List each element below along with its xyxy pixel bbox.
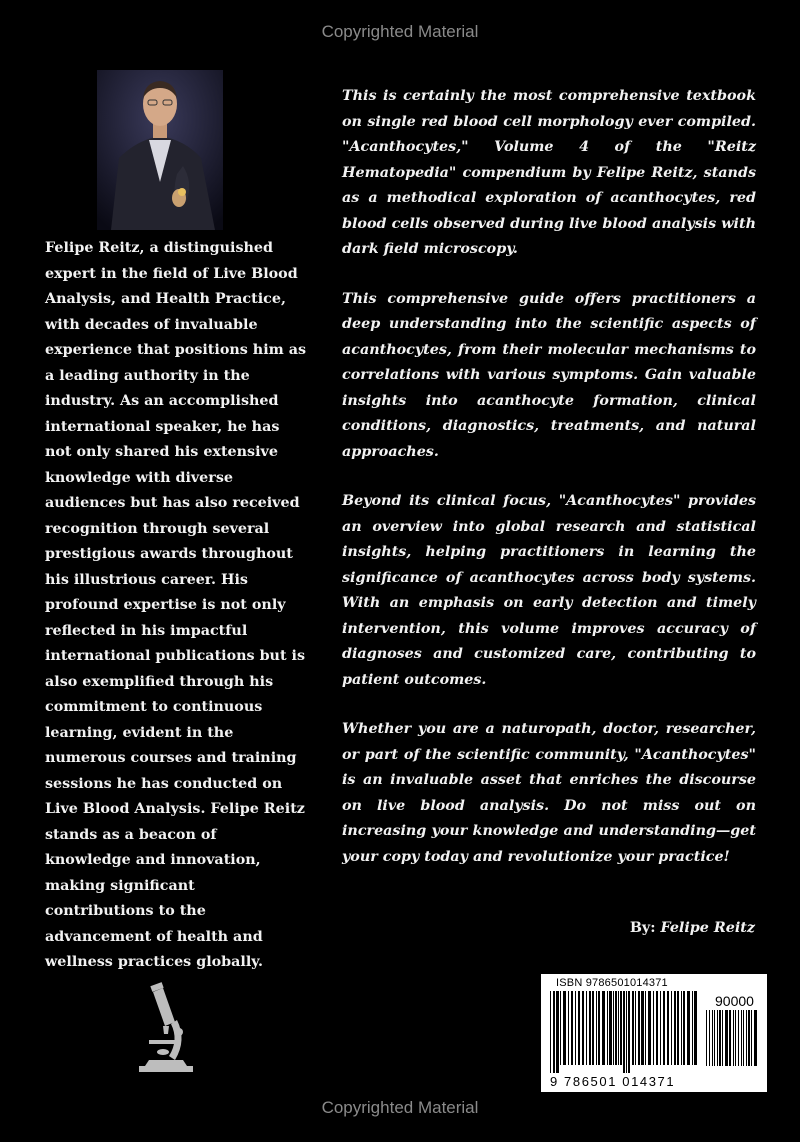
author-photo	[97, 70, 223, 230]
byline-author-name: Felipe Reitz	[660, 920, 755, 936]
description-paragraph: Whether you are a naturopath, doctor, researcher, or part of the scientific community, "Acanthocytes" is an invaluable asset that enriches the discourse on live blood analysis. Do not miss out on increasing your knowledge and understanding—get your copy today and revolutionize your practice!	[342, 721, 756, 865]
byline	[560, 920, 755, 936]
barcode-digits: 9 786501 014371	[550, 1074, 676, 1089]
book-description	[342, 84, 756, 894]
watermark-top: Copyrighted Material	[321, 22, 479, 41]
author-bio: Felipe Reitz, a distinguished expert in the field of Live Blood Analysis, and Health Practice, with decades of invaluable experience that positions him as a leading authority in the industry. As an accomplished international speaker, he has not only shared his extensive knowledge with diverse audiences but has also received recognition through several prestigious awards throughout his illustrious career. His profound expertise is not only reflected in his impactful international publications but is also exemplified through his commitment to continuous learning, evident in the numerous courses and training sessions he has conducted on Live Blood Analysis. Felipe Reitz stands as a beacon of knowledge and innovation, making significant contributions to the advancement of health and wellness practices globally.	[45, 240, 307, 970]
price-code: 90000	[715, 993, 754, 1009]
barcode-bars	[550, 991, 700, 1073]
barcode-addon-bars	[706, 1010, 760, 1074]
watermark-bottom: Copyrighted Material	[321, 1098, 479, 1117]
byline-prefix: By:	[629, 920, 656, 936]
isbn-label: ISBN 9786501014371	[556, 977, 668, 989]
description-paragraph: This comprehensive guide offers practitioners a deep understanding into the scientific aspects of acanthocytes, from their molecular mechanisms to correlations with various symptoms. Gain valuable insights into acanthocyte formation, clinical conditions, diagnostics, treatments, and natural approaches.	[342, 290, 756, 460]
barcode-box	[541, 974, 767, 1092]
description-paragraph: This is certainly the most comprehensive textbook on single red blood cell morphology ever compiled. "Acanthocytes," Volume 4 of the "Reitz Hematopedia" compendium by Felipe Reitz, stands as a methodical exploration of acanthocytes, red blood cells observed during live blood analysis with dark field microscopy.	[342, 88, 756, 257]
description-paragraph: Beyond its clinical focus, "Acanthocytes" provides an overview into global research and statistical insights, helping practitioners in learning the significance of acanthocytes across body systems. With an emphasis on early detection and timely intervention, this volume improves accuracy of diagnoses and customized care, contributing to patient outcomes.	[342, 493, 756, 688]
microscope-icon	[135, 982, 197, 1072]
